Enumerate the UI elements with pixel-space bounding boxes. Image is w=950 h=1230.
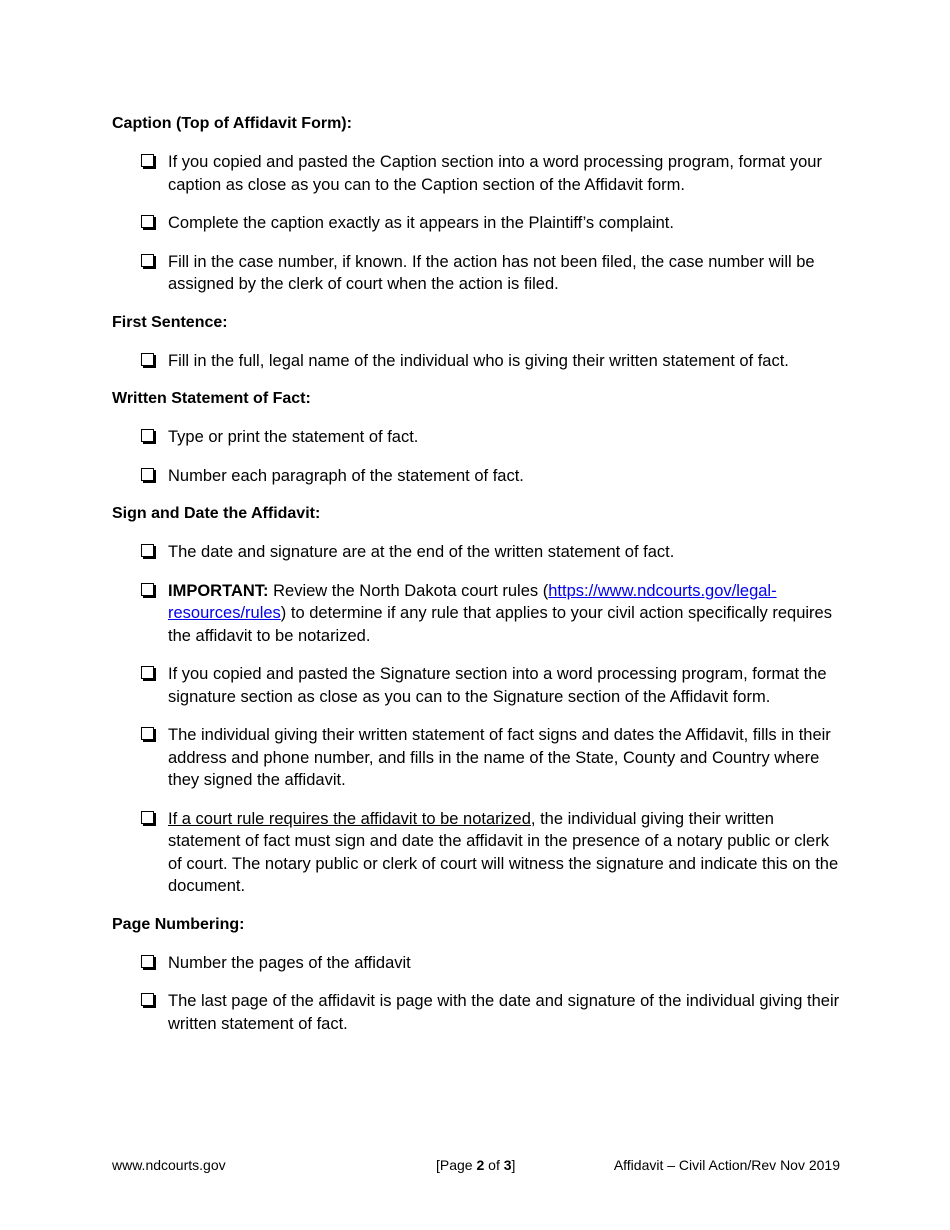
checklist-item-text: The last page of the affidavit is page with the date and signature of the individual giving their written statement of fact. [168,992,840,1033]
checkbox-icon[interactable] [141,353,154,366]
checkbox-icon[interactable] [141,544,154,557]
important-label: IMPORTANT: [168,581,269,600]
checklist-item-text: Number each paragraph of the statement of fact. [168,466,524,485]
court-rules-link[interactable]: https://www.ndcourts.gov/legal-resources/rules [168,581,777,622]
page-prefix: [Page [436,1157,477,1173]
page-total: 3 [503,1157,512,1173]
checklist-item-text: Fill in the full, legal name of the individual who is giving their written statement of fact. [168,351,789,370]
important-text-after: ) to determine if any rule that applies to your civil action specifically requires the affidavit to be notarized. [168,604,832,645]
checklist-item-text: Complete the caption exactly as it appears in the Plaintiff’s complaint. [168,214,674,232]
checklist-item [112,151,842,196]
checklist-item-text: Fill in the case number, if known. If the action has not been filed, the case number will be assigned by the clerk of court when the action is filed. [168,252,815,293]
checkbox-icon[interactable] [141,468,154,481]
page-suffix: ] [511,1157,516,1173]
checkbox-icon[interactable] [141,429,154,442]
checkbox-icon[interactable] [141,993,154,1006]
checklist-item [112,990,842,1035]
checklist-item-important [112,580,842,648]
checklist-item [112,465,842,488]
instructions-content [112,113,842,1051]
checklist-item [112,251,842,296]
footer-website: www.ndcourts.gov [112,1157,226,1173]
checklist-item [112,541,842,564]
checkbox-icon[interactable] [141,254,154,267]
checklist-item-text: The individual giving their written statement of fact signs and dates the Affidavit, fills in their address and phone number, and fills in the name of the State, County and Country where they signed the affidavit. [168,726,831,789]
checklist-item-text: Type or print the statement of fact. [168,428,419,446]
checkbox-icon[interactable] [141,811,154,824]
section-heading-sign-and-date: Sign and Date the Affidavit: [112,505,321,522]
checkbox-icon[interactable] [141,727,154,740]
checklist-item [112,426,842,449]
checkbox-icon[interactable] [141,666,154,679]
section-heading-page-numbering: Page Numbering: [112,915,245,933]
page-current: 2 [476,1157,485,1173]
checklist-item-text: The date and signature are at the end of the written statement of fact. [168,543,675,561]
section-heading-written-statement: Written Statement of Fact: [112,390,311,407]
notarize-condition: If a court rule requires the affidavit to be notarized [168,809,531,828]
checkbox-icon[interactable] [141,583,154,596]
notarize-text: , the individual giving their written statement of fact must sign and date the affidavit in the presence of a notary public or clerk of court. The notary public or clerk of court will witness the signature and indicate this on the document. [168,809,839,895]
section-heading-first-sentence: First Sentence: [112,313,228,331]
important-text-before: Review the North Dakota court rules ( [268,581,549,600]
page-of: of [484,1157,504,1173]
checklist-item [112,724,842,792]
checklist-item [112,952,842,975]
checklist-item-text: If you copied and pasted the Signature section into a word processing program, format the signature section as close as you can to the Signature section of the Affidavit form. [168,665,827,706]
section-heading-caption: Caption (Top of Affidavit Form): [112,115,352,132]
checklist-item [112,663,842,708]
footer-page-number [436,1155,515,1175]
checklist-item-text: If you copied and pasted the Caption section into a word processing program, format your caption as close as you can to the Caption section of the Affidavit form. [168,153,822,194]
page-footer [112,1155,840,1175]
footer-form-title: Affidavit – Civil Action/Rev Nov 2019 [613,1157,840,1173]
checklist-item-text: Number the pages of the affidavit [168,953,411,972]
checkbox-icon[interactable] [141,955,154,968]
checklist-item [112,212,842,235]
checklist-item [112,350,842,373]
checkbox-icon[interactable] [141,154,154,167]
checkbox-icon[interactable] [141,215,154,228]
checklist-item-notarize [112,808,842,898]
